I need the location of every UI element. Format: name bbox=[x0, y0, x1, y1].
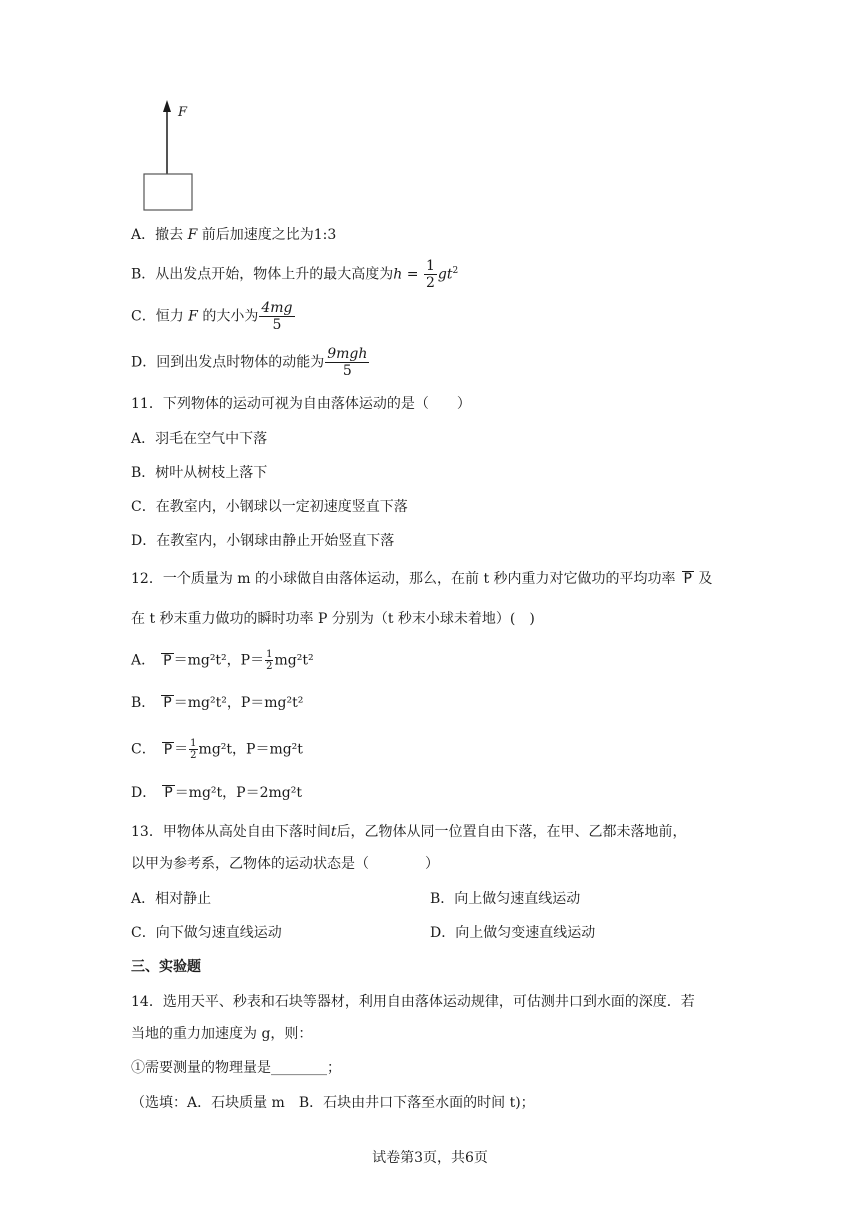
q12-option-b: B． P ＝mg²t²，P＝mg²t² bbox=[131, 695, 304, 711]
q13-options-row2 bbox=[131, 923, 731, 943]
q10-option-d: D．回到出发点时物体的动能为 $\frac{\text{9mgh}}{5}$ bbox=[131, 346, 368, 379]
fraction: $\frac{1}{2}$ bbox=[425, 258, 435, 291]
q13-option-a: A．相对静止 bbox=[131, 891, 212, 907]
q14-stem-line2: 当地的重力加速度为 g，则： bbox=[131, 1026, 313, 1042]
force-arrow-head bbox=[163, 100, 171, 112]
q11-option-b: B．树叶从树枝上落下 bbox=[131, 465, 268, 481]
q11-stem: 11．下列物体的运动可视为自由落体运动的是（ ） bbox=[131, 396, 471, 412]
q13-option-c: C．向下做匀速直线运动 bbox=[131, 925, 282, 941]
q12-option-a: A． P ＝mg²t²，P＝ $\frac{1}{2}$ mg²t² bbox=[131, 649, 314, 672]
block bbox=[144, 174, 192, 210]
q12-option-d: D． P ＝mg²t，P＝2mg²t bbox=[131, 785, 302, 801]
q12-stem-line2: 在 t 秒末重力做功的瞬时功率 P 分别为（t 秒末小球未着地）( ) bbox=[131, 611, 535, 627]
fraction: $\frac{1}{2}$ bbox=[190, 738, 197, 761]
fraction: $\frac{4mg}{5}$ bbox=[261, 300, 293, 333]
fraction: $\frac{1}{2}$ bbox=[266, 649, 273, 672]
q13-stem-line1: 13．甲物体从高处自由下落时间t后，乙物体从同一位置自由下落，在甲、乙都未落地前， bbox=[131, 824, 687, 840]
q13-options-row1 bbox=[131, 889, 731, 909]
q10-option-a: A．撤去 F 前后加速度之比为1:3 bbox=[131, 227, 337, 243]
q13-option-d: D．向上做匀变速直线运动 bbox=[430, 925, 596, 941]
average-power-symbol: P bbox=[683, 571, 692, 587]
page-footer: 试卷第3页，共6页 bbox=[372, 1150, 488, 1166]
q11-option-a: A．羽毛在空气中下落 bbox=[131, 431, 268, 447]
q12-option-c: C． P ＝ $\frac{1}{2}$ mg²t，P＝mg²t bbox=[131, 738, 303, 761]
q10-option-c: C．恒力 F 的大小为 $\frac{4mg}{5}$ bbox=[131, 300, 293, 333]
q13-option-b: B．向上做匀速直线运动 bbox=[430, 891, 581, 907]
q12-stem-line1: 12．一个质量为 m 的小球做自由落体运动，那么，在前 t 秒内重力对它做功的平均功率 P 及 bbox=[131, 571, 713, 587]
force-label: F bbox=[178, 105, 188, 120]
q14-stem-line1: 14．选用天平、秒表和石块等器材，利用自由落体运动规律，可估测井口到水面的深度．若 bbox=[131, 994, 695, 1010]
q13-stem-line2: 以甲为参考系，乙物体的运动状态是（ ） bbox=[131, 856, 439, 872]
q11-option-d: D．在教室内，小钢球由静止开始竖直下落 bbox=[131, 533, 395, 549]
force-diagram bbox=[140, 98, 210, 216]
q14-sub2: （选填：A．石块质量 m B．石块由井口下落至水面的时间 t)； bbox=[131, 1095, 535, 1111]
section-title: 三、实验题 bbox=[131, 959, 201, 975]
q14-sub1: ①需要测量的物理量是________； bbox=[131, 1060, 341, 1076]
fraction: $\frac{\text{9mgh}}{5}$ bbox=[327, 346, 368, 379]
q10-option-b: B．从出发点开始，物体上升的最大高度为h = $\frac{1}{2}$ $gt^2$ bbox=[131, 258, 459, 291]
q11-option-c: C．在教室内，小钢球以一定初速度竖直下落 bbox=[131, 499, 408, 515]
